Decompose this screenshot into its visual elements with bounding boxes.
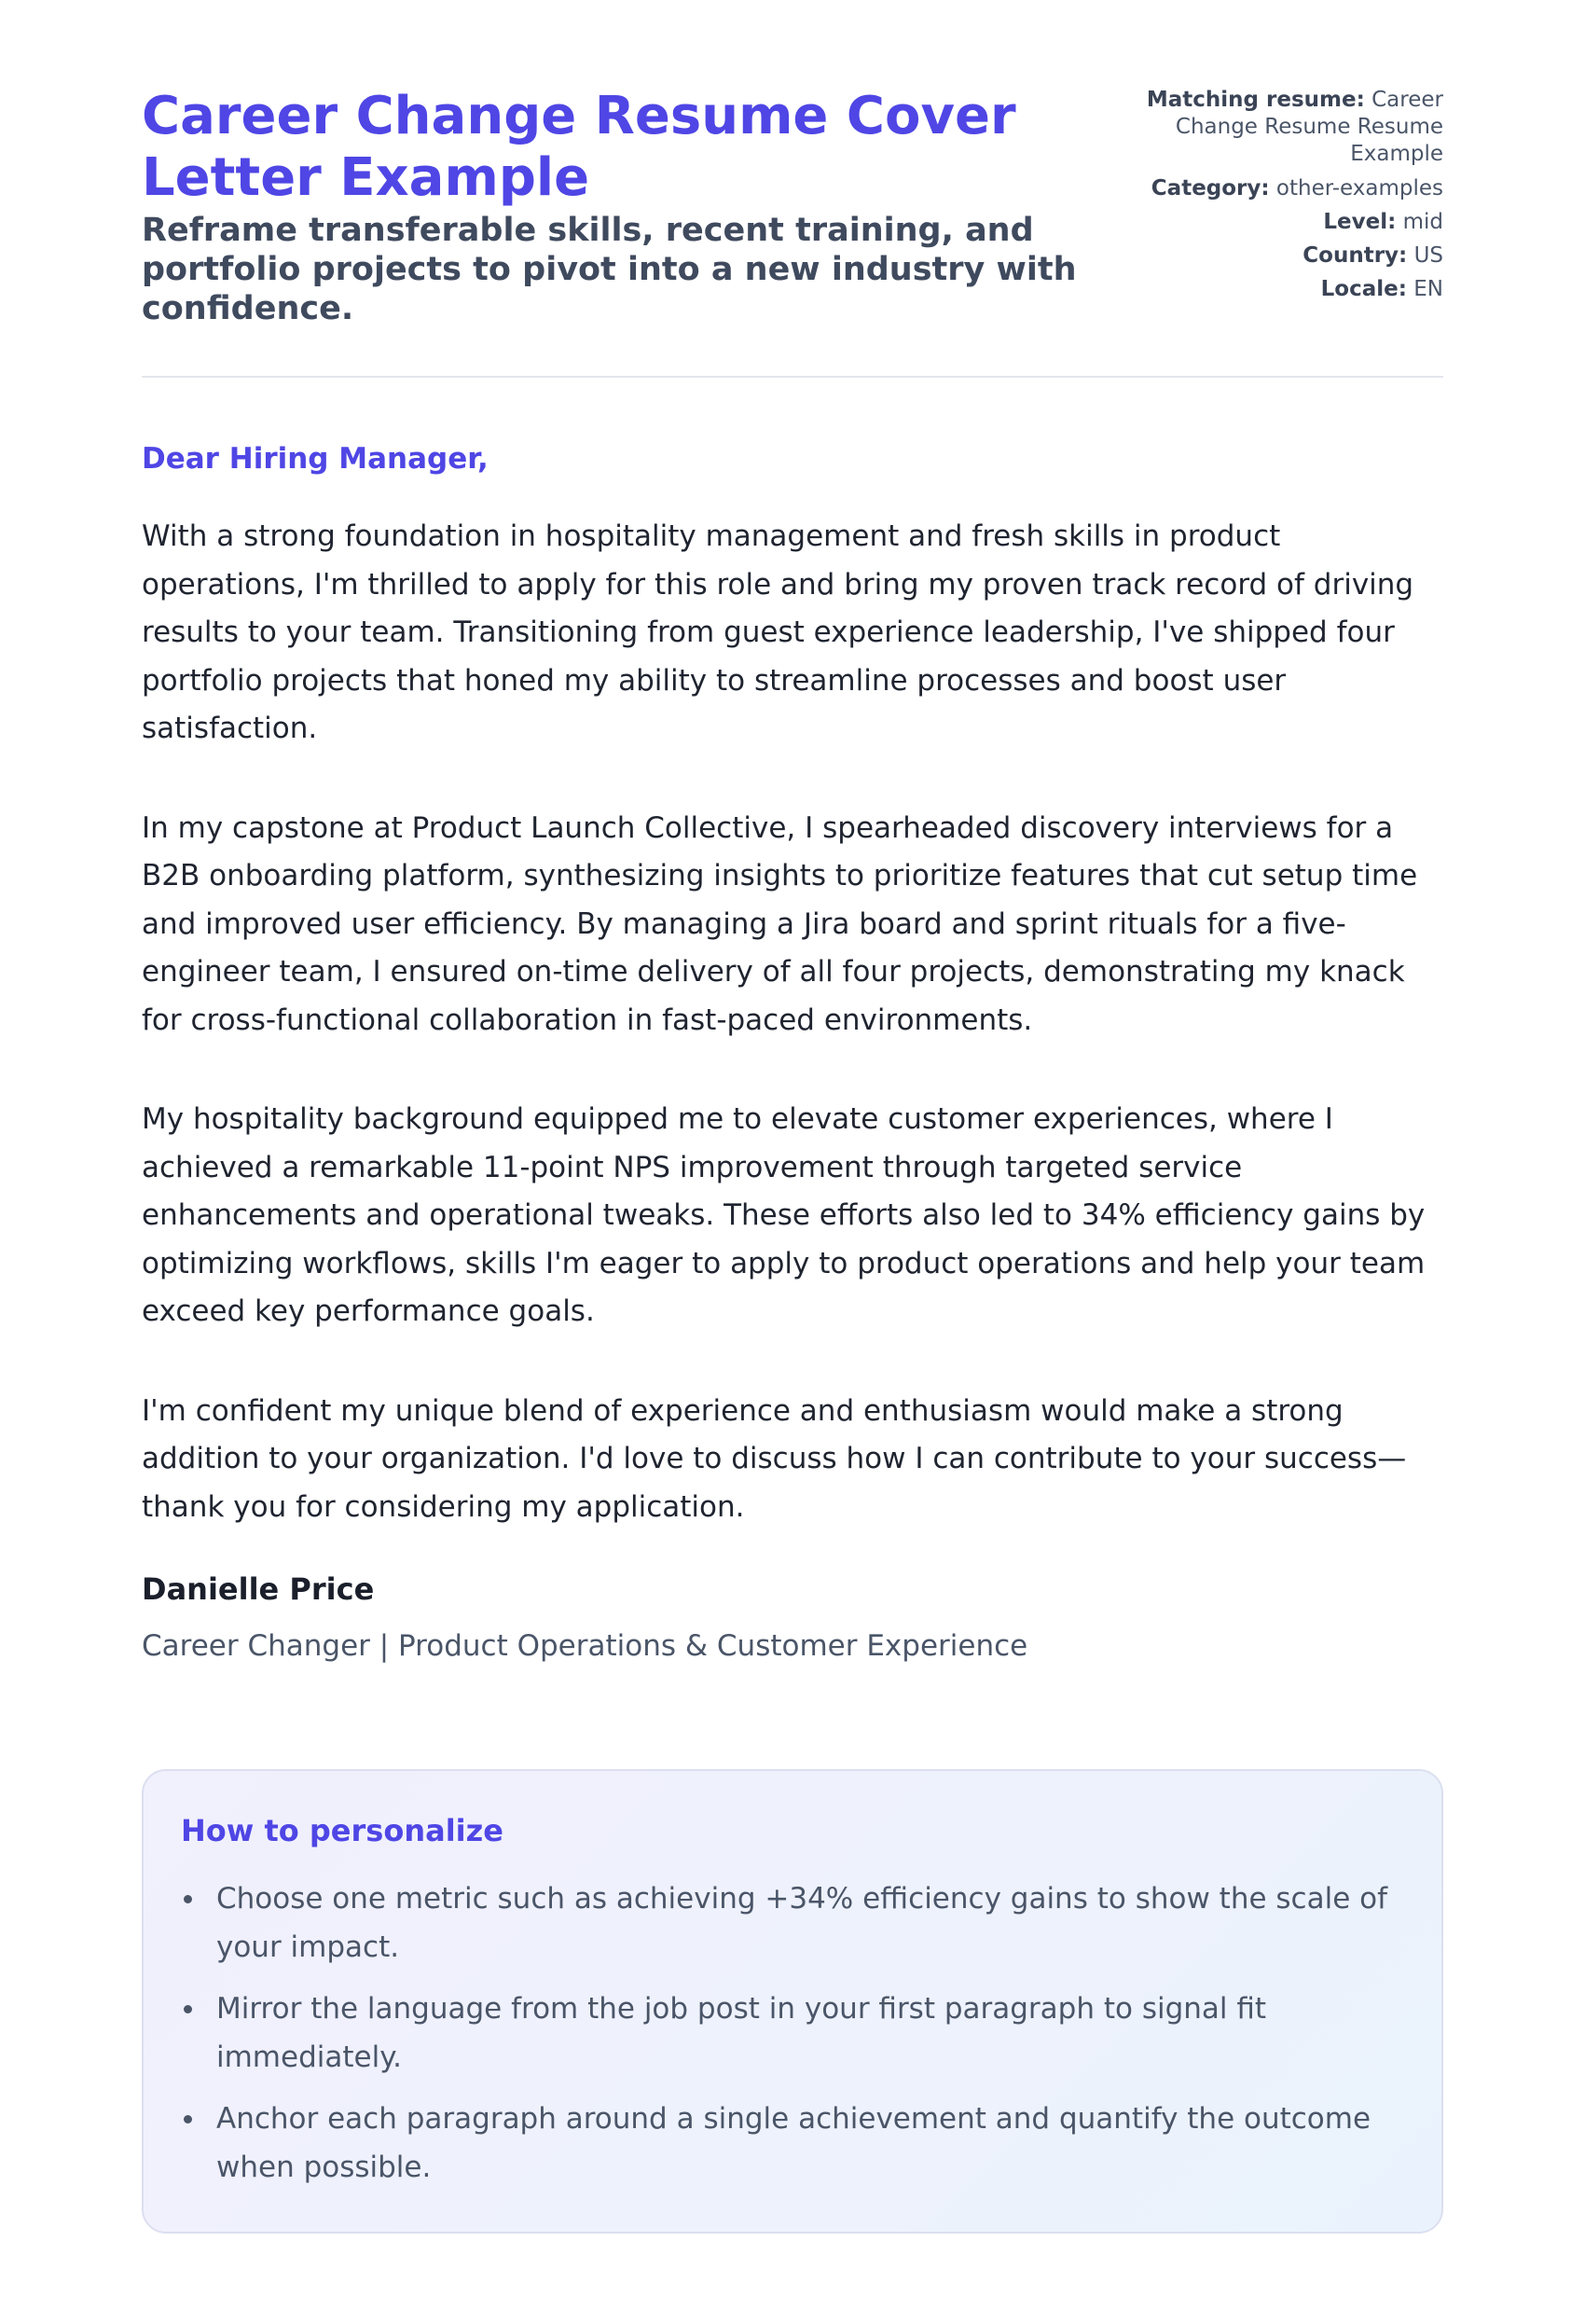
page-subtitle: Reframe transferable skills, recent training, and portfolio projects to pivot into a new industry with confidence. (142, 212, 1077, 327)
meta-matching-resume (1108, 87, 1443, 168)
page-header (142, 0, 1443, 378)
tip-text: Anchor each paragraph around a single achievement and quantify the outcome when possible. (216, 2102, 1371, 2184)
meta-locale (1108, 276, 1443, 303)
bullet-icon (184, 1895, 192, 1903)
letter-greeting: Dear Hiring Manager, (142, 442, 489, 476)
tip-item (181, 1875, 1393, 1971)
meta-category (1108, 175, 1443, 202)
meta-level (1108, 209, 1443, 236)
page-title: Career Change Resume Cover Letter Example (142, 86, 1016, 208)
letter-paragraph: I'm confident my unique blend of experience and enthusiasm would make a strong addition to your organization. I'd love to discuss how I can contribute to your success—thank you for considering my application. (142, 1393, 1407, 1524)
meta-country-label: Country: (1302, 243, 1408, 268)
meta-country (1108, 242, 1443, 270)
signer-title: Career Changer | Product Operations & Customer Experience (142, 1629, 1028, 1663)
tips-list (181, 1875, 1393, 2206)
meta-matching-resume-value: Career Change Resume Resume Example (1175, 88, 1443, 166)
cover-letter-page (142, 0, 1443, 2184)
tip-item (181, 1985, 1393, 2082)
letter-paragraph: With a strong foundation in hospitality management and fresh skills in product operations, I'm thrilled to apply for this role and bring my proven track record of driving results to your team. Transitioning from guest experience leadership, I've shipped four portfolio projects that honed my ability to streamline processes and boost user satisfaction. (142, 519, 1414, 745)
personalize-tips-panel (142, 1769, 1443, 2234)
meta-matching-resume-label: Matching resume: (1146, 88, 1365, 112)
meta-category-label: Category: (1151, 176, 1270, 201)
meta-category-value: other-examples (1275, 176, 1443, 201)
meta-locale-value: EN (1413, 277, 1443, 301)
tip-item (181, 2096, 1393, 2192)
bullet-icon (184, 2115, 192, 2123)
signer-name: Danielle Price (142, 1571, 375, 1607)
letter-paragraph: My hospitality background equipped me to elevate customer experiences, where I achieved a remarkable 11-point NPS improvement through targeted service enhancements and operational tweaks. These efforts also led to 34% efficiency gains by optimizing workflows, skills I'm eager to apply to product operations and help your team exceed key performance goals. (142, 1102, 1426, 1328)
resume-meta (1108, 87, 1443, 310)
letter-paragraph: In my capstone at Product Launch Collective, I spearheaded discovery interviews for a B2B onboarding platform, synthesizing insights to prioritize features that cut setup time and improved user efficiency. By managing a Jira board and sprint rituals for a five-engineer team, I ensured on-time delivery of all four projects, demonstrating my knack for cross-functional collaboration in fast-paced environments. (142, 810, 1418, 1037)
meta-level-value: mid (1402, 210, 1443, 234)
meta-level-label: Level: (1323, 210, 1397, 234)
meta-locale-label: Locale: (1320, 277, 1407, 301)
tip-text: Choose one metric such as achieving +34% efficiency gains to show the scale of your impact. (216, 1882, 1387, 1964)
letter-body (142, 513, 1447, 1583)
tip-text: Mirror the language from the job post in your first paragraph to signal fit immediately. (216, 1992, 1267, 2074)
bullet-icon (184, 2005, 192, 2013)
meta-country-value: US (1413, 243, 1443, 268)
tips-title: How to personalize (181, 1813, 503, 1848)
